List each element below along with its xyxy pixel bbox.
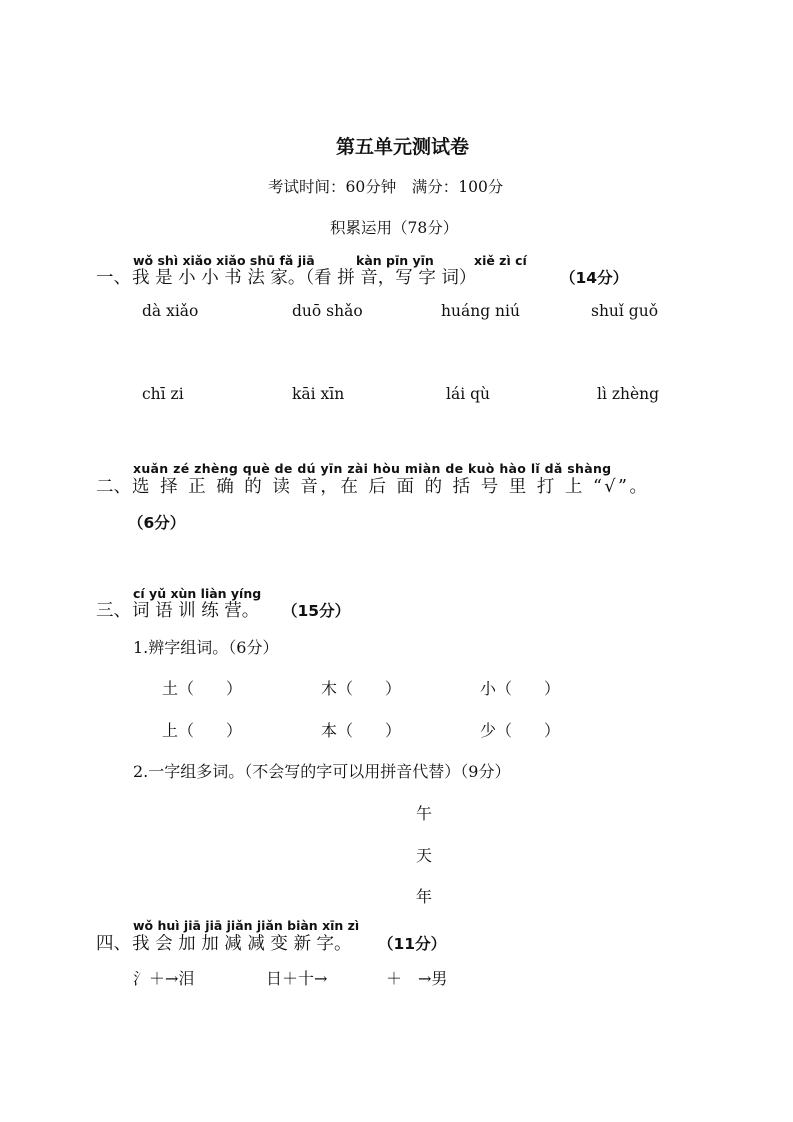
q1-text: 我 是 小 小 书 法 家。（看 拼 音，写 字 词） bbox=[132, 268, 477, 288]
pinyin-item: chī zi bbox=[142, 385, 184, 403]
exam-info: 考试时间：60分钟 满分：100分 bbox=[268, 178, 504, 196]
compose-item: 日＋十→ bbox=[266, 969, 328, 988]
compose-item: ＋ →男 bbox=[386, 969, 448, 988]
pinyin-item: kāi xīn bbox=[292, 385, 345, 403]
q1-pinyin-3: xiě zì cí bbox=[474, 253, 527, 268]
char-item: 本（ ） bbox=[321, 721, 402, 740]
q3-pinyin: cí yǔ xùn liàn yíng bbox=[133, 586, 262, 601]
char-item: 木（ ） bbox=[321, 679, 402, 698]
single-char: 年 bbox=[416, 887, 433, 906]
q3-text: 词 语 训 练 营。 bbox=[132, 601, 260, 621]
q3-sub2-label: 2.一字组多词。（不会写的字可以用拼音代替）（9分） bbox=[133, 762, 511, 781]
pinyin-item: duō shǎo bbox=[292, 302, 363, 320]
pinyin-item: dà xiǎo bbox=[142, 302, 199, 320]
compose-item: 氵＋→泪 bbox=[133, 969, 195, 988]
q4-number: 四、 bbox=[96, 934, 131, 954]
single-char: 天 bbox=[416, 846, 433, 865]
q2-number: 二、 bbox=[96, 477, 131, 497]
q1-pinyin-1: wǒ shì xiǎo xiǎo shū fǎ jiā bbox=[133, 253, 315, 268]
q1-pinyin-2: kàn pīn yīn bbox=[356, 253, 434, 268]
char-item: 小（ ） bbox=[480, 679, 561, 698]
q3-number: 三、 bbox=[96, 601, 131, 621]
pinyin-item: huáng niú bbox=[441, 302, 520, 320]
q4-text: 我 会 加 加 减 减 变 新 字。 bbox=[132, 934, 352, 954]
q1-score: （14分） bbox=[560, 269, 629, 287]
q1-number: 一、 bbox=[96, 268, 131, 288]
q2-score: （6分） bbox=[128, 514, 186, 532]
pinyin-item: shuǐ guǒ bbox=[591, 302, 659, 320]
q4-score: （11分） bbox=[378, 935, 447, 953]
single-char: 午 bbox=[416, 804, 433, 823]
q3-sub1-label: 1.辨字组词。（6分） bbox=[133, 638, 279, 657]
q2-text: 选 择 正 确 的 读 音，在 后 面 的 括 号 里 打 上 “√”。 bbox=[132, 477, 650, 497]
char-item: 土（ ） bbox=[162, 679, 243, 698]
q4-pinyin: wǒ huì jiā jiā jiǎn jiǎn biàn xīn zì bbox=[133, 918, 360, 933]
char-item: 少（ ） bbox=[480, 721, 561, 740]
q3-score: （15分） bbox=[282, 602, 351, 620]
pinyin-item: lái qù bbox=[446, 385, 490, 403]
section-header: 积累运用（78分） bbox=[330, 219, 459, 237]
q2-pinyin: xuǎn zé zhèng què de dú yīn zài hòu miàn de kuò hào lǐ dǎ shàng bbox=[133, 461, 612, 476]
page-title: 第五单元测试卷 bbox=[336, 136, 470, 158]
char-item: 上（ ） bbox=[162, 721, 243, 740]
pinyin-item: lì zhèng bbox=[597, 385, 660, 403]
